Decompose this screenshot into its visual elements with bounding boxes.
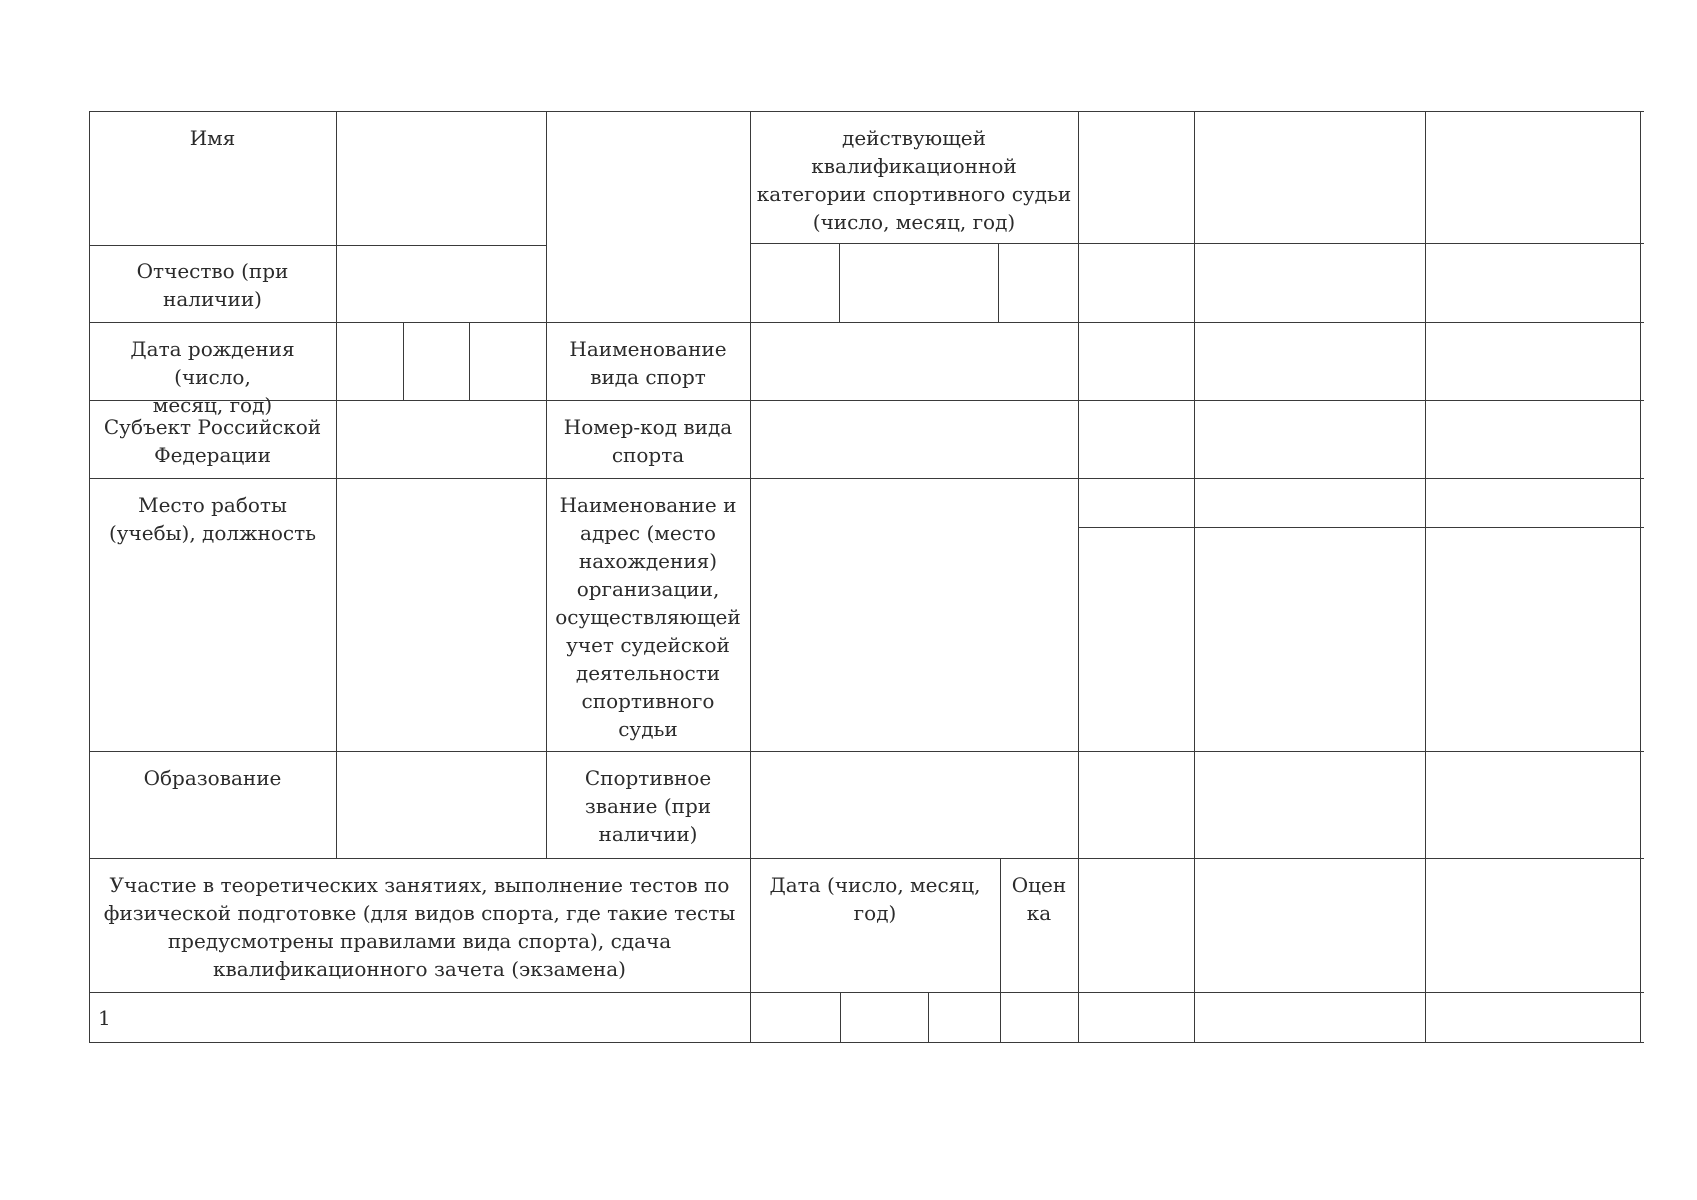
- column-divider: [1425, 111, 1426, 1043]
- label-data-rozhdeniya: Дата рождения (число, месяц, год): [130, 337, 295, 417]
- row-divider: [89, 751, 1644, 752]
- row-divider: [750, 243, 1644, 244]
- table-border-bottom: [89, 1042, 1644, 1043]
- label-naimenovanie-adres: Наименование и адрес (место нахождения) организации, осуществляющей учет судейской деятельности спортивного судьи: [555, 493, 741, 741]
- label-deystvuyushchey-kategorii: действующей квалификационной категории спортивного судьи (число, месяц, год): [756, 126, 1072, 234]
- table-border-right: [1640, 111, 1641, 1043]
- column-divider: [840, 992, 841, 1043]
- label-subyekt: Субъект Российской Федерации: [103, 415, 322, 467]
- label-sportivnoe-zvanie: Спортивное звание (при наличии): [584, 766, 712, 846]
- column-divider: [928, 992, 929, 1043]
- label-obrazovanie: Образование: [143, 766, 282, 790]
- label-otchestvo: Отчество (при наличии): [136, 259, 289, 311]
- label-otsenka: Оцен ка: [1011, 873, 1067, 925]
- column-divider: [469, 322, 470, 401]
- label-mesto-raboty: Место работы (учебы), должность: [108, 493, 317, 545]
- column-divider: [998, 243, 999, 323]
- label-nomer-kod: Номер-код вида спорта: [563, 415, 733, 467]
- label-data-chislo: Дата (число, месяц, год): [769, 873, 981, 925]
- row-number: 1: [98, 1006, 111, 1030]
- column-divider: [546, 111, 547, 859]
- column-divider: [839, 243, 840, 323]
- row-divider: [89, 245, 547, 246]
- column-divider: [1078, 111, 1079, 1043]
- row-divider: [1079, 527, 1644, 528]
- row-divider: [89, 858, 1644, 859]
- row-divider: [89, 478, 1644, 479]
- row-divider: [89, 322, 1644, 323]
- label-imya: Имя: [189, 126, 236, 150]
- label-uchastie: Участие в теоретических занятиях, выполнение тестов по физической подготовке (для видов спорта, где такие тесты предусмотрены правилами вида спорта), сдача квалификационного зачета (экзамена): [103, 873, 736, 981]
- label-naimenovanie-vida: Наименование вида спорт: [569, 337, 727, 389]
- table-border-top: [89, 111, 1644, 112]
- row-divider: [89, 992, 1644, 993]
- column-divider: [403, 322, 404, 401]
- column-divider: [1194, 111, 1195, 1043]
- column-divider: [336, 111, 337, 859]
